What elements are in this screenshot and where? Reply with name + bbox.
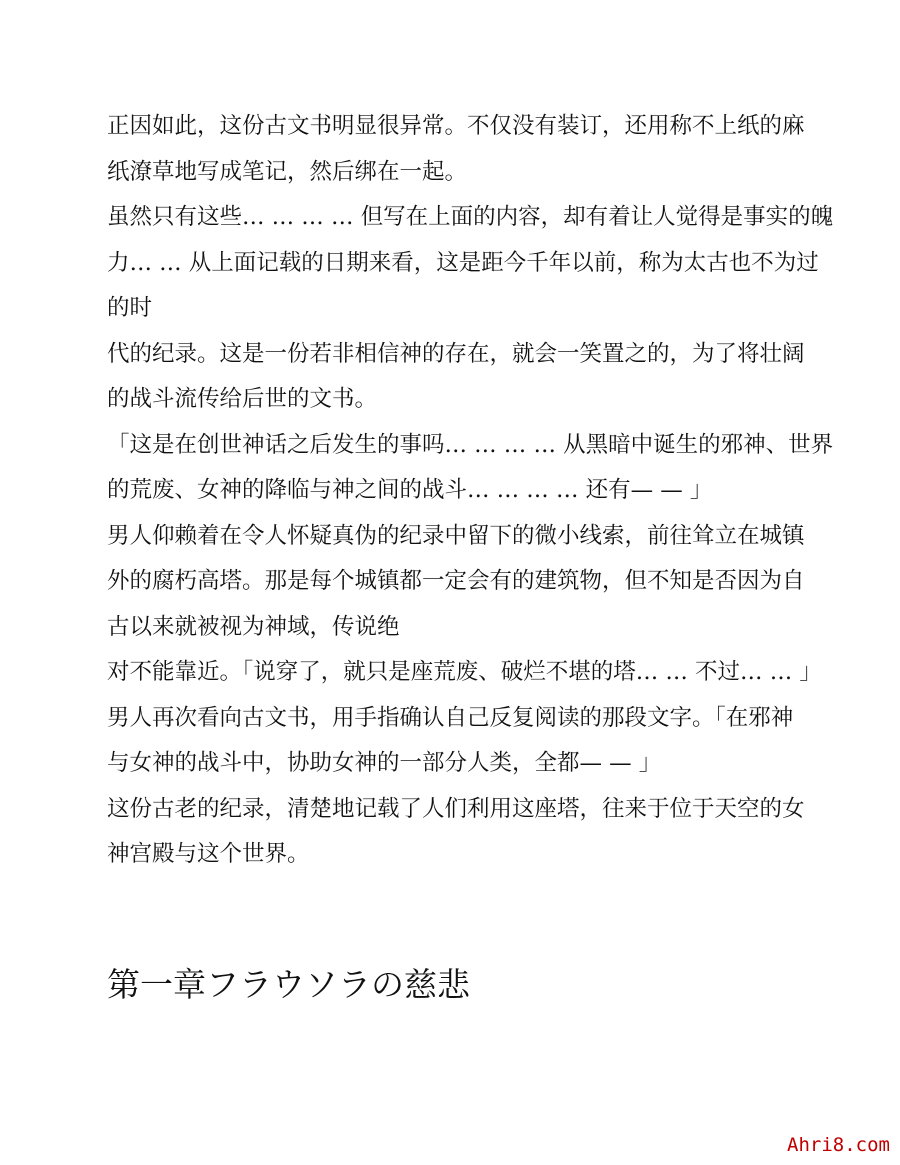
text-line-7: 的战斗流传给后世的文书。 xyxy=(107,386,378,412)
text-line-5: 的时 xyxy=(107,295,153,321)
text-line-3: 虽然只有这些… … … … 但写在上面的内容，却有着让人觉得是事实的魄 xyxy=(107,204,834,230)
text-line-12: 古以来就被视为神域，传说绝 xyxy=(107,613,400,640)
text-line-11: 外的腐朽高塔。那是每个城镇都一定会有的建筑物，但不知是否因为自 xyxy=(107,568,805,594)
chapter-title: 第一章フラウソラの慈悲 xyxy=(107,965,470,1004)
text-line-1: 正因如此，这份古文书明显很异常。不仅没有装订，还用称不上纸的麻 xyxy=(107,113,805,139)
text-line-13: 对不能靠近。「说穿了，就只是座荒废、破烂不堪的塔… … 不过… … 」 xyxy=(107,659,822,685)
text-line-2: 纸潦草地写成笔记，然后绑在一起。 xyxy=(107,158,468,185)
text-line-15: 与女神的战斗中，协助女神的一部分人类，全都— — 」 xyxy=(107,750,662,776)
text-line-6: 代的纪录。这是一份若非相信神的存在，就会一笑置之的，为了将壮阔 xyxy=(107,340,805,367)
text-line-4: 力… … 从上面记载的日期来看，这是距今千年以前，称为太古也不为过 xyxy=(107,249,819,276)
text-line-14: 男人再次看向古文书，用手指确认自己反复阅读的那段文字。「在邪神 xyxy=(107,704,794,731)
text-line-17: 神宫殿与这个世界。 xyxy=(107,841,310,867)
body-text xyxy=(107,104,834,878)
text-line-9: 的荒废、女神的降临与神之间的战斗… … … … 还有— — 」 xyxy=(107,477,713,503)
text-line-8: 「这是在创世神话之后发生的事吗… … … … 从黑暗中诞生的邪神、世界 xyxy=(107,431,834,458)
text-line-16: 这份古老的纪录，清楚地记载了人们利用这座塔，往来于位于天空的女 xyxy=(107,795,805,822)
watermark-text: Ahri8.com xyxy=(787,1134,890,1156)
text-line-10: 男人仰赖着在令人怀疑真伪的纪录中留下的微小线索，前往耸立在城镇 xyxy=(107,522,805,549)
